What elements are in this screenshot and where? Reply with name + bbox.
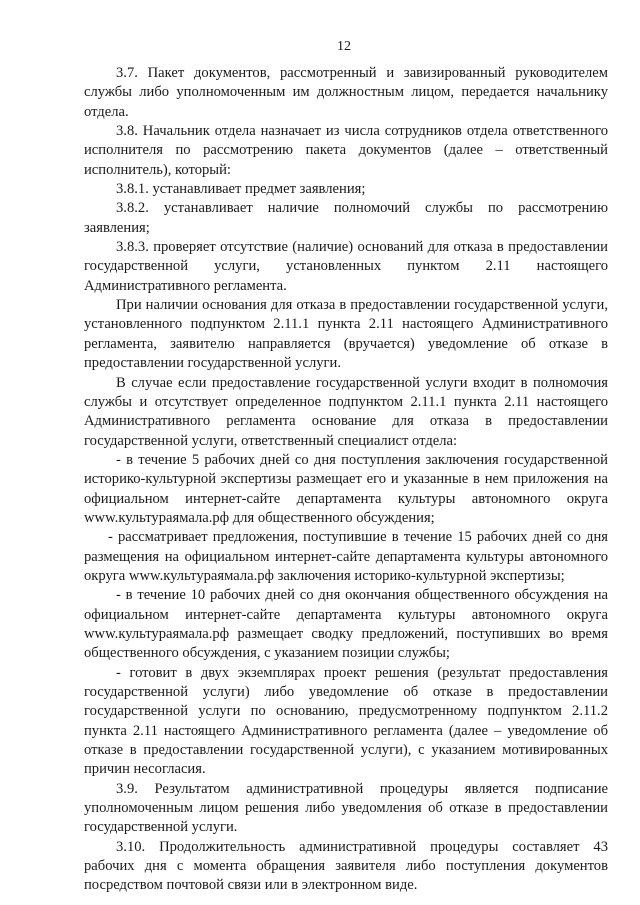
paragraph-service-authority: В случае если предоставление государственной услуги входит в полномочия службы и отсутствует определенное подпунктом 2.11.1 пункта 2.11 настоящего Административного регламента основание для отказа в предоставлении государственной услуги, ответственный специалист отдела: (84, 374, 608, 449)
paragraph-3-10: 3.10. Продолжительность административной процедуры составляет 43 рабочих дня с момента обращения заявителя либо поступления документов посредством почтовой связи или в электронном виде. (84, 838, 608, 894)
list-item-publish-expertise: - в течение 5 рабочих дней со дня поступления заключения государственной историко-культурной экспертизы размещает его и указанные в нем приложения на официальном интернет-сайте департамента культуры автономного округа www.культураямала.рф для общественного обсуждения; (84, 451, 608, 526)
list-item-review-proposals: - рассматривает предложения, поступившие в течение 15 рабочих дней со дня размещения на официальном интернет-сайте департамента культуры автономного округа www.культураямала.рф заключения историко-культурной экспертизы; (84, 529, 608, 584)
list-item-prepare-decision: - готовит в двух экземплярах проект решения (результат предоставления государственной услуги) либо уведомление об отказе в предоставлении государственной услуги по основанию, предусмотренному подпунктом 2.11.2 пункта 2.11 настоящего Административного регламента (далее – уведомление об отказе в предоставлении государственной услуги), с указанием мотивированных причин несогласия. (84, 664, 608, 778)
paragraph-3-7: 3.7. Пакет документов, рассмотренный и завизированный руководителем службы либо уполномоченным им должностным лицом, передается начальнику отдела. (84, 65, 608, 120)
paragraph-3-8: 3.8. Начальник отдела назначает из числа сотрудников отдела ответственного исполнителя по рассмотрению пакета документов (далее – ответственный исполнитель), который: (84, 123, 608, 178)
paragraph-refusal-grounds: При наличии основания для отказа в предоставлении государственной услуги, установленного подпунктом 2.11.1 пункта 2.11 настоящего Административного регламента, заявителю направляется (вручается) уведомление об отказе в предоставлении государственной услуги. (84, 297, 608, 372)
page-number: 12 (337, 39, 351, 54)
list-item-publish-summary: - в течение 10 рабочих дней со дня окончания общественного обсуждения на официальном интернет-сайте департамента культуры автономного округа www.культураямала.рф размещает сводку предложений, поступивших во время общественного обсуждения, с указанием позиции службы; (84, 587, 608, 662)
document-body (84, 64, 608, 896)
paragraph-3-8-1: 3.8.1. устанавливает предмет заявления; (116, 181, 366, 198)
paragraph-3-8-2: 3.8.2. устанавливает наличие полномочий службы по рассмотрению заявления; (84, 200, 608, 236)
paragraph-3-9: 3.9. Результатом административной процедуры является подписание уполномоченным лицом решения либо уведомления об отказе в предоставлении государственной услуги. (84, 780, 608, 836)
paragraph-3-8-3: 3.8.3. проверяет отсутствие (наличие) оснований для отказа в предоставлении государственной услуги, установленных пунктом 2.11 настоящего Административного регламента. (84, 239, 608, 294)
